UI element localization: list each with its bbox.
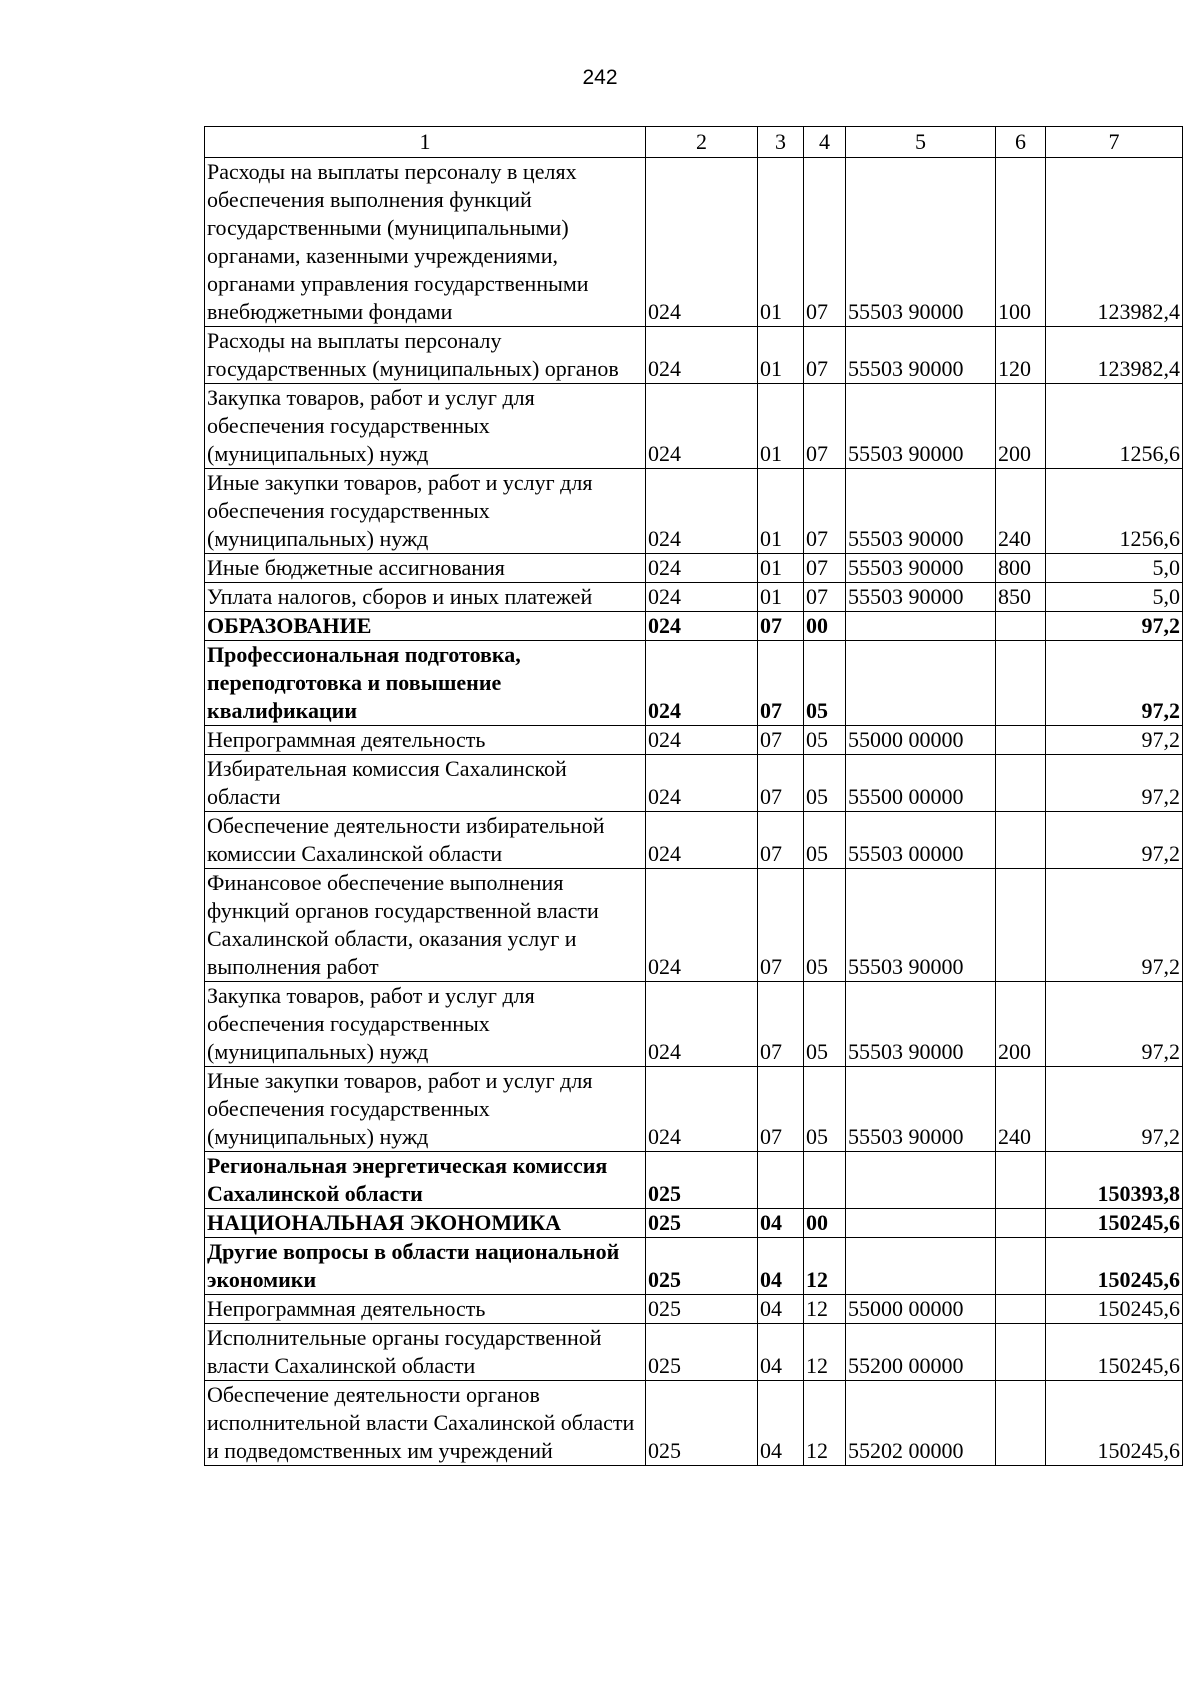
row-section-code: 04 bbox=[758, 1324, 804, 1381]
header-col-3: 3 bbox=[758, 127, 804, 158]
table-row bbox=[205, 327, 1183, 384]
row-amount: 97,2 bbox=[1046, 612, 1183, 641]
row-name: Обеспечение деятельности органов исполнительной власти Сахалинской области и подведомственных им учреждений bbox=[205, 1381, 646, 1466]
row-name: Обеспечение деятельности избирательной комиссии Сахалинской области bbox=[205, 812, 646, 869]
table-row bbox=[205, 726, 1183, 755]
row-name: ОБРАЗОВАНИЕ bbox=[205, 612, 646, 641]
row-target-article: 55503 90000 bbox=[846, 583, 996, 612]
row-subsection-code: 00 bbox=[804, 1209, 846, 1238]
row-admin-code: 024 bbox=[646, 158, 758, 327]
row-subsection-code: 07 bbox=[804, 158, 846, 327]
header-col-6: 6 bbox=[996, 127, 1046, 158]
row-expense-type: 800 bbox=[996, 554, 1046, 583]
row-amount: 150245,6 bbox=[1046, 1238, 1183, 1295]
row-expense-type bbox=[996, 1381, 1046, 1466]
row-target-article: 55503 90000 bbox=[846, 384, 996, 469]
row-admin-code: 024 bbox=[646, 612, 758, 641]
row-name: Закупка товаров, работ и услуг для обеспечения государственных (муниципальных) нужд bbox=[205, 982, 646, 1067]
row-name: Финансовое обеспечение выполнения функций органов государственной власти Сахалинской области, оказания услуг и выполнения работ bbox=[205, 869, 646, 982]
row-target-article: 55503 90000 bbox=[846, 554, 996, 583]
row-subsection-code: 05 bbox=[804, 812, 846, 869]
row-amount: 150393,8 bbox=[1046, 1152, 1183, 1209]
row-target-article: 55503 00000 bbox=[846, 812, 996, 869]
row-amount: 150245,6 bbox=[1046, 1295, 1183, 1324]
table-row bbox=[205, 1067, 1183, 1152]
row-admin-code: 024 bbox=[646, 982, 758, 1067]
row-admin-code: 025 bbox=[646, 1209, 758, 1238]
row-amount: 5,0 bbox=[1046, 583, 1183, 612]
row-amount: 97,2 bbox=[1046, 755, 1183, 812]
budget-table bbox=[204, 126, 1183, 1466]
row-name: Иные закупки товаров, работ и услуг для обеспечения государственных (муниципальных) нужд bbox=[205, 1067, 646, 1152]
table-row bbox=[205, 1209, 1183, 1238]
row-admin-code: 024 bbox=[646, 812, 758, 869]
row-amount: 150245,6 bbox=[1046, 1324, 1183, 1381]
row-target-article: 55000 00000 bbox=[846, 726, 996, 755]
table-row bbox=[205, 1238, 1183, 1295]
row-subsection-code: 12 bbox=[804, 1295, 846, 1324]
row-name: Региональная энергетическая комиссия Сахалинской области bbox=[205, 1152, 646, 1209]
row-admin-code: 025 bbox=[646, 1152, 758, 1209]
row-target-article bbox=[846, 641, 996, 726]
row-target-article bbox=[846, 1238, 996, 1295]
row-expense-type bbox=[996, 869, 1046, 982]
row-subsection-code: 05 bbox=[804, 641, 846, 726]
row-target-article: 55200 00000 bbox=[846, 1324, 996, 1381]
row-name: Профессиональная подготовка, переподготовка и повышение квалификации bbox=[205, 641, 646, 726]
row-target-article: 55503 90000 bbox=[846, 869, 996, 982]
row-admin-code: 025 bbox=[646, 1381, 758, 1466]
row-expense-type: 240 bbox=[996, 469, 1046, 554]
row-section-code: 07 bbox=[758, 1067, 804, 1152]
header-col-5: 5 bbox=[846, 127, 996, 158]
row-subsection-code: 07 bbox=[804, 469, 846, 554]
row-name: Непрограммная деятельность bbox=[205, 726, 646, 755]
row-target-article: 55202 00000 bbox=[846, 1381, 996, 1466]
row-section-code: 07 bbox=[758, 982, 804, 1067]
table-row bbox=[205, 982, 1183, 1067]
row-subsection-code: 07 bbox=[804, 327, 846, 384]
row-section-code: 01 bbox=[758, 469, 804, 554]
row-section-code: 04 bbox=[758, 1295, 804, 1324]
table-row bbox=[205, 612, 1183, 641]
row-amount: 150245,6 bbox=[1046, 1381, 1183, 1466]
page-number: 242 bbox=[582, 66, 618, 89]
row-admin-code: 024 bbox=[646, 1067, 758, 1152]
row-expense-type: 240 bbox=[996, 1067, 1046, 1152]
row-target-article: 55503 90000 bbox=[846, 469, 996, 554]
table-row bbox=[205, 384, 1183, 469]
row-target-article: 55503 90000 bbox=[846, 158, 996, 327]
header-col-4: 4 bbox=[804, 127, 846, 158]
row-amount: 5,0 bbox=[1046, 554, 1183, 583]
row-subsection-code: 00 bbox=[804, 612, 846, 641]
row-section-code: 07 bbox=[758, 812, 804, 869]
table-body bbox=[205, 158, 1183, 1466]
row-expense-type: 850 bbox=[996, 583, 1046, 612]
row-expense-type bbox=[996, 1238, 1046, 1295]
row-section-code: 01 bbox=[758, 583, 804, 612]
row-admin-code: 025 bbox=[646, 1324, 758, 1381]
table-row bbox=[205, 583, 1183, 612]
row-section-code: 07 bbox=[758, 726, 804, 755]
header-row bbox=[205, 127, 1183, 158]
row-expense-type: 120 bbox=[996, 327, 1046, 384]
row-admin-code: 024 bbox=[646, 384, 758, 469]
row-section-code: 01 bbox=[758, 384, 804, 469]
row-target-article bbox=[846, 1209, 996, 1238]
row-expense-type: 200 bbox=[996, 982, 1046, 1067]
row-expense-type bbox=[996, 1295, 1046, 1324]
row-expense-type bbox=[996, 755, 1046, 812]
row-expense-type bbox=[996, 812, 1046, 869]
row-target-article: 55503 90000 bbox=[846, 327, 996, 384]
row-section-code: 01 bbox=[758, 158, 804, 327]
row-target-article: 55000 00000 bbox=[846, 1295, 996, 1324]
table-row bbox=[205, 158, 1183, 327]
table-row bbox=[205, 869, 1183, 982]
row-expense-type bbox=[996, 1152, 1046, 1209]
row-amount: 97,2 bbox=[1046, 869, 1183, 982]
row-amount: 97,2 bbox=[1046, 982, 1183, 1067]
header-col-2: 2 bbox=[646, 127, 758, 158]
row-subsection-code: 07 bbox=[804, 554, 846, 583]
row-admin-code: 024 bbox=[646, 869, 758, 982]
row-expense-type bbox=[996, 641, 1046, 726]
row-name: Избирательная комиссия Сахалинской области bbox=[205, 755, 646, 812]
row-subsection-code: 12 bbox=[804, 1381, 846, 1466]
row-subsection-code: 05 bbox=[804, 755, 846, 812]
row-subsection-code: 12 bbox=[804, 1238, 846, 1295]
table-row bbox=[205, 812, 1183, 869]
row-expense-type bbox=[996, 612, 1046, 641]
row-name: Непрограммная деятельность bbox=[205, 1295, 646, 1324]
row-section-code: 07 bbox=[758, 641, 804, 726]
row-target-article bbox=[846, 1152, 996, 1209]
row-subsection-code: 07 bbox=[804, 384, 846, 469]
row-amount: 123982,4 bbox=[1046, 158, 1183, 327]
row-section-code: 07 bbox=[758, 869, 804, 982]
row-expense-type: 200 bbox=[996, 384, 1046, 469]
row-section-code: 07 bbox=[758, 612, 804, 641]
row-name: Закупка товаров, работ и услуг для обеспечения государственных (муниципальных) нужд bbox=[205, 384, 646, 469]
row-name: Расходы на выплаты персоналу государственных (муниципальных) органов bbox=[205, 327, 646, 384]
row-name: Исполнительные органы государственной власти Сахалинской области bbox=[205, 1324, 646, 1381]
table-row bbox=[205, 1295, 1183, 1324]
table-row bbox=[205, 469, 1183, 554]
row-subsection-code bbox=[804, 1152, 846, 1209]
row-admin-code: 024 bbox=[646, 583, 758, 612]
table-row bbox=[205, 1324, 1183, 1381]
row-expense-type bbox=[996, 1324, 1046, 1381]
table-row bbox=[205, 1381, 1183, 1466]
row-admin-code: 024 bbox=[646, 327, 758, 384]
row-admin-code: 024 bbox=[646, 726, 758, 755]
row-section-code bbox=[758, 1152, 804, 1209]
row-admin-code: 024 bbox=[646, 641, 758, 726]
table-row bbox=[205, 755, 1183, 812]
row-section-code: 04 bbox=[758, 1238, 804, 1295]
row-name: Иные бюджетные ассигнования bbox=[205, 554, 646, 583]
row-name: Уплата налогов, сборов и иных платежей bbox=[205, 583, 646, 612]
row-admin-code: 024 bbox=[646, 755, 758, 812]
row-name: Иные закупки товаров, работ и услуг для обеспечения государственных (муниципальных) нужд bbox=[205, 469, 646, 554]
row-target-article: 55500 00000 bbox=[846, 755, 996, 812]
row-target-article: 55503 90000 bbox=[846, 1067, 996, 1152]
row-subsection-code: 07 bbox=[804, 583, 846, 612]
table-row bbox=[205, 641, 1183, 726]
row-admin-code: 025 bbox=[646, 1238, 758, 1295]
row-admin-code: 024 bbox=[646, 469, 758, 554]
row-expense-type: 100 bbox=[996, 158, 1046, 327]
row-amount: 150245,6 bbox=[1046, 1209, 1183, 1238]
row-section-code: 07 bbox=[758, 755, 804, 812]
row-admin-code: 024 bbox=[646, 554, 758, 583]
row-section-code: 01 bbox=[758, 554, 804, 583]
row-name: Расходы на выплаты персоналу в целях обеспечения выполнения функций государственными (муниципальными) органами, казенными учреждениями, органами управления государственными внебюджетными фондами bbox=[205, 158, 646, 327]
table-row bbox=[205, 1152, 1183, 1209]
row-section-code: 04 bbox=[758, 1381, 804, 1466]
row-amount: 123982,4 bbox=[1046, 327, 1183, 384]
row-subsection-code: 05 bbox=[804, 726, 846, 755]
row-target-article bbox=[846, 612, 996, 641]
row-name: Другие вопросы в области национальной экономики bbox=[205, 1238, 646, 1295]
row-section-code: 04 bbox=[758, 1209, 804, 1238]
row-amount: 1256,6 bbox=[1046, 384, 1183, 469]
row-subsection-code: 12 bbox=[804, 1324, 846, 1381]
row-subsection-code: 05 bbox=[804, 869, 846, 982]
row-section-code: 01 bbox=[758, 327, 804, 384]
row-name: НАЦИОНАЛЬНАЯ ЭКОНОМИКА bbox=[205, 1209, 646, 1238]
header-col-7: 7 bbox=[1046, 127, 1183, 158]
row-amount: 97,2 bbox=[1046, 812, 1183, 869]
row-amount: 97,2 bbox=[1046, 641, 1183, 726]
row-expense-type bbox=[996, 1209, 1046, 1238]
row-subsection-code: 05 bbox=[804, 982, 846, 1067]
table-row bbox=[205, 554, 1183, 583]
row-amount: 97,2 bbox=[1046, 1067, 1183, 1152]
header-col-1: 1 bbox=[205, 127, 646, 158]
row-target-article: 55503 90000 bbox=[846, 982, 996, 1067]
row-subsection-code: 05 bbox=[804, 1067, 846, 1152]
row-amount: 1256,6 bbox=[1046, 469, 1183, 554]
row-admin-code: 025 bbox=[646, 1295, 758, 1324]
row-expense-type bbox=[996, 726, 1046, 755]
row-amount: 97,2 bbox=[1046, 726, 1183, 755]
